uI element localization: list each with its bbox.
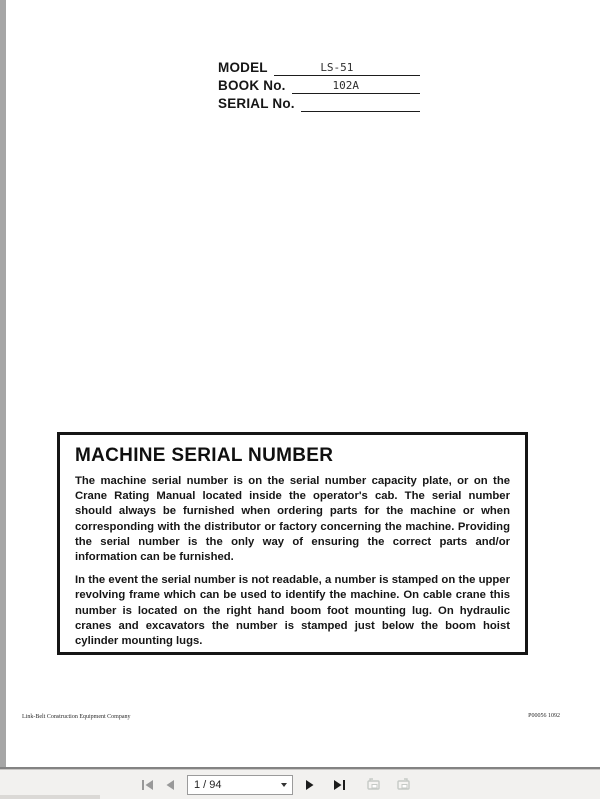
previous-page-icon bbox=[165, 779, 175, 791]
model-field-row bbox=[218, 58, 420, 76]
book-no-field-row bbox=[218, 76, 420, 94]
last-page-icon bbox=[333, 779, 346, 791]
previous-page-button[interactable] bbox=[161, 776, 179, 794]
notice-title: MACHINE SERIAL NUMBER bbox=[75, 445, 334, 466]
model-label: MODEL bbox=[218, 60, 268, 75]
serial-fields-block bbox=[218, 58, 420, 112]
machine-serial-number-box bbox=[57, 432, 528, 655]
serial-no-label: SERIAL No. bbox=[218, 96, 295, 111]
next-view-button[interactable] bbox=[393, 776, 413, 794]
footer-part-number: P00056 1092 bbox=[528, 713, 560, 719]
serial-no-underline bbox=[301, 94, 420, 112]
first-page-button[interactable] bbox=[138, 776, 156, 794]
previous-view-icon bbox=[365, 777, 382, 792]
page-dropdown-caret-icon bbox=[281, 783, 287, 787]
next-page-icon bbox=[305, 779, 315, 791]
model-value: LS-51 bbox=[320, 61, 354, 74]
page-indicator-text: 1 / 94 bbox=[194, 778, 222, 791]
page-number-input[interactable] bbox=[187, 775, 293, 795]
first-page-icon bbox=[141, 779, 154, 791]
last-page-button[interactable] bbox=[330, 776, 348, 794]
previous-view-button[interactable] bbox=[363, 776, 383, 794]
book-no-underline bbox=[292, 76, 420, 94]
book-no-label: BOOK No. bbox=[218, 78, 286, 93]
bottom-left-ui-fragment bbox=[0, 795, 100, 799]
notice-paragraph-1: The machine serial number is on the serial number capacity plate, or on the Crane Rating Manual located inside the operator's cab. The serial number should always be furnished when ordering parts for the machine or when corresponding with the distributor or factory concerning the machine. Providing the serial number is the only way of ensuring the correct parts and/or information can be furnished. bbox=[75, 475, 510, 564]
notice-paragraph-2: In the event the serial number is not readable, a number is stamped on the upper revolving frame which can be used to identify the machine. On cable crane this number is located on the right hand boom foot mounting lug. On hydraulic cranes and excavators the number is stamped just below the boom hoist cylinder mounting lugs. bbox=[75, 574, 510, 648]
book-no-value: 102A bbox=[332, 79, 360, 92]
page-left-edge bbox=[0, 0, 6, 767]
serial-no-field-row bbox=[218, 94, 420, 112]
next-view-icon bbox=[395, 777, 412, 792]
footer-company-name: Link-Belt Construction Equipment Company bbox=[22, 714, 131, 720]
model-underline bbox=[274, 58, 420, 76]
next-page-button[interactable] bbox=[301, 776, 319, 794]
